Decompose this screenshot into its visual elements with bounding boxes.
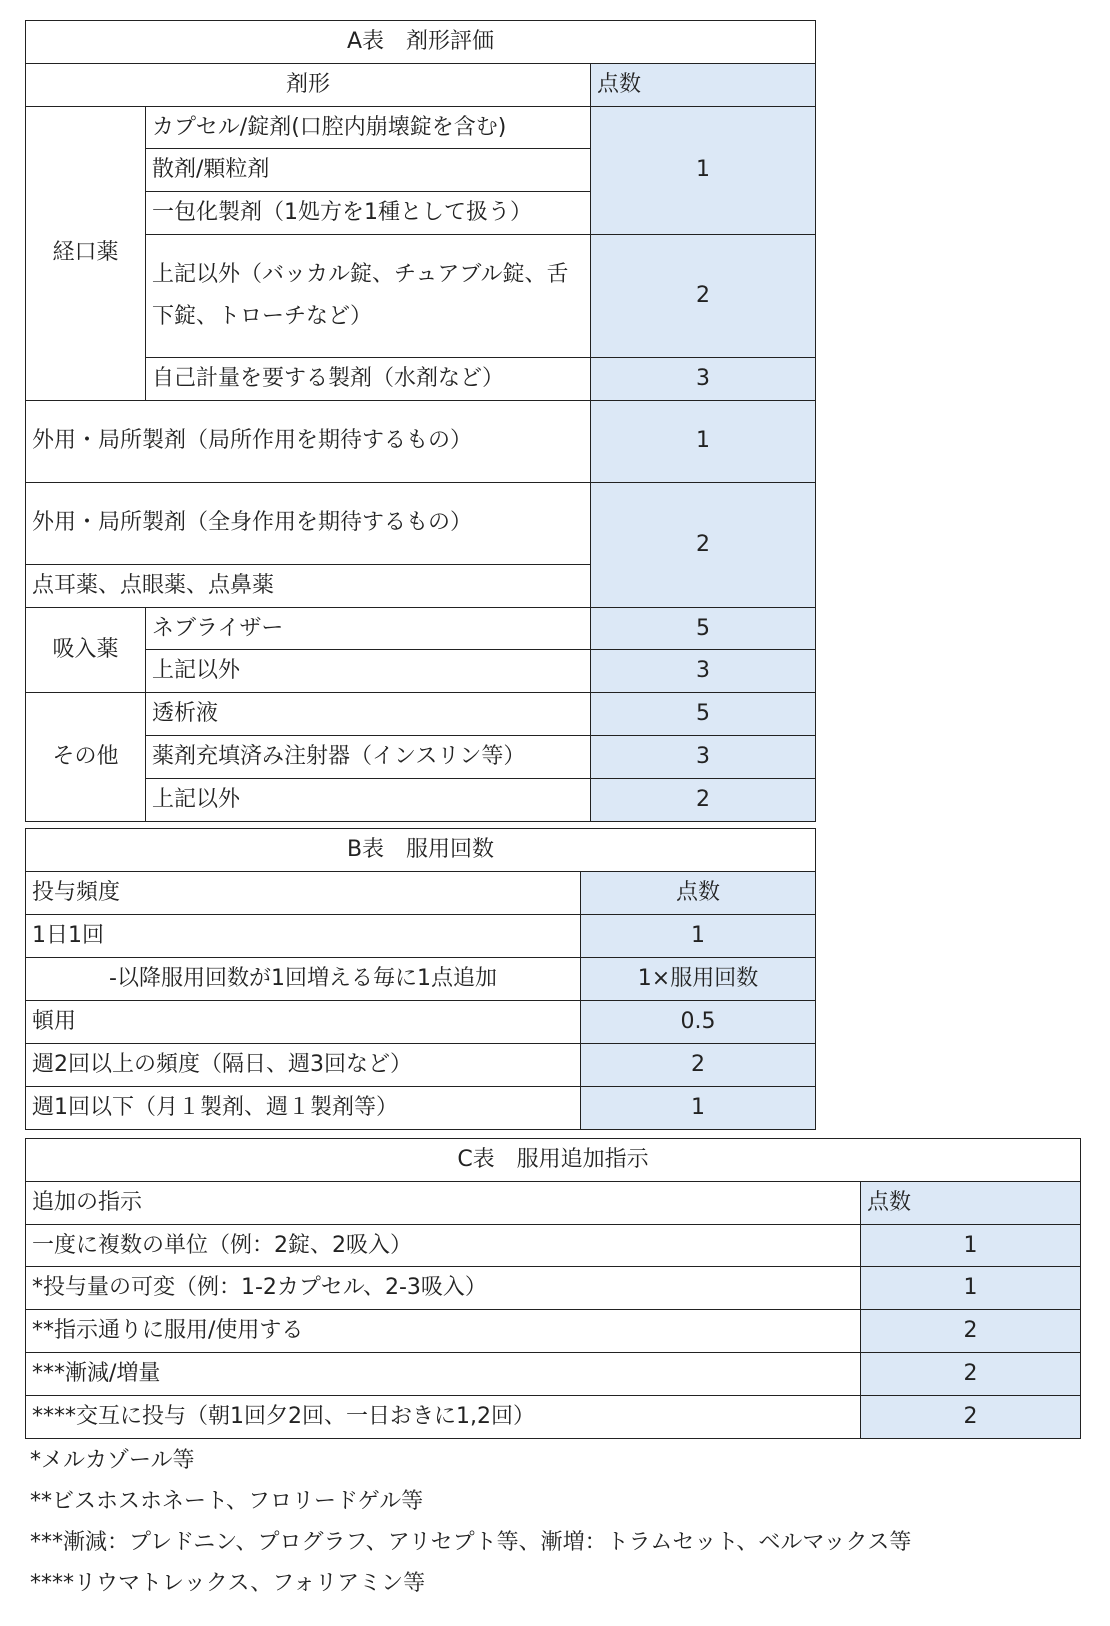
footnote: ****リウマトレックス、フォリアミン等: [30, 1571, 426, 1596]
table-c-row-label: ****交互に投与（朝1回夕2回、一日おきに1,2回）: [26, 1395, 861, 1438]
table-b-row-label: 頓用: [26, 1001, 581, 1044]
group-inhalant: 吸入薬: [26, 607, 146, 693]
points-oral-self-measure: 3: [591, 357, 816, 400]
oral-item-unit-dose: 一包化製剤（1処方を1種として扱う）: [146, 192, 591, 235]
points-oral-basic: 1: [591, 106, 816, 234]
drops-label: 点耳薬、点眼薬、点鼻薬: [26, 564, 591, 607]
table-b-header-freq: 投与頻度: [26, 872, 581, 915]
table-a-header-points: 点数: [591, 63, 816, 106]
table-c-header-instr: 追加の指示: [26, 1181, 861, 1224]
table-b-dosing-frequency: [25, 828, 816, 1130]
table-c-row-points: 2: [861, 1395, 1081, 1438]
table-b-header-points: 点数: [581, 872, 816, 915]
table-c-row-points: 2: [861, 1352, 1081, 1395]
table-a-header-form: 剤形: [26, 63, 591, 106]
table-c-additional-instructions: [25, 1138, 1081, 1439]
table-c-row-label: 一度に複数の単位（例：2錠、2吸入）: [26, 1224, 861, 1267]
points-inhalant-other: 3: [591, 650, 816, 693]
other-item-other: 上記以外: [146, 778, 591, 821]
oral-item-self-measure: 自己計量を要する製剤（水剤など）: [146, 357, 591, 400]
footnote: *メルカゾール等: [30, 1448, 195, 1473]
oral-item-capsule: カプセル/錠剤(口腔内崩壊錠を含む): [146, 106, 591, 149]
inhalant-item-other: 上記以外: [146, 650, 591, 693]
group-oral: 経口薬: [26, 106, 146, 400]
table-b-row-points: 1: [581, 1087, 816, 1130]
table-c-row-points: 1: [861, 1224, 1081, 1267]
inhalant-item-nebulizer: ネブライザー: [146, 607, 591, 650]
table-b-row-label: 週1回以下（月１製剤、週１製剤等）: [26, 1087, 581, 1130]
table-b-row-points: 2: [581, 1044, 816, 1087]
points-other-other: 2: [591, 778, 816, 821]
other-item-dialysate: 透析液: [146, 693, 591, 736]
oral-item-powder: 散剤/顆粒剤: [146, 149, 591, 192]
points-topical-local: 1: [591, 400, 816, 482]
table-b-row-label: -以降服用回数が1回増える毎に1点追加: [26, 958, 581, 1001]
table-c-row-label: *投与量の可変（例：1-2カプセル、2-3吸入）: [26, 1267, 861, 1310]
points-other-dialysate: 5: [591, 693, 816, 736]
footnote: ***漸減：プレドニン、プログラフ、アリセプト等、漸増：トラムセット、ベルマックス等: [30, 1530, 912, 1555]
table-a-title: A表 剤形評価: [26, 21, 816, 64]
table-c-row-points: 2: [861, 1310, 1081, 1353]
points-oral-other: 2: [591, 234, 816, 357]
points-topical-systemic: 2: [591, 482, 816, 607]
topical-systemic-label: 外用・局所製剤（全身作用を期待するもの）: [26, 482, 591, 564]
points-other-prefilled-syringe: 3: [591, 735, 816, 778]
table-b-row-label: 1日1回: [26, 915, 581, 958]
table-a-dosage-form: [25, 20, 816, 822]
table-b-row-label: 週2回以上の頻度（隔日、週3回など）: [26, 1044, 581, 1087]
table-c-row-label: ***漸減/増量: [26, 1352, 861, 1395]
table-b-row-points: 1×服用回数: [581, 958, 816, 1001]
oral-item-other: 上記以外（バッカル錠、チュアブル錠、舌下錠、トローチなど）: [146, 234, 591, 357]
table-c-header-points: 点数: [861, 1181, 1081, 1224]
table-b-row-points: 0.5: [581, 1001, 816, 1044]
footnote: **ビスホスホネート、フロリードゲル等: [30, 1489, 424, 1514]
points-inhalant-nebulizer: 5: [591, 607, 816, 650]
footnotes: [30, 1440, 911, 1604]
table-c-title: C表 服用追加指示: [26, 1139, 1081, 1182]
table-b-row-points: 1: [581, 915, 816, 958]
group-other: その他: [26, 693, 146, 821]
table-c-row-points: 1: [861, 1267, 1081, 1310]
topical-local-label: 外用・局所製剤（局所作用を期待するもの）: [26, 400, 591, 482]
table-c-row-label: **指示通りに服用/使用する: [26, 1310, 861, 1353]
table-b-title: B表 服用回数: [26, 829, 816, 872]
other-item-prefilled-syringe: 薬剤充填済み注射器（インスリン等）: [146, 735, 591, 778]
